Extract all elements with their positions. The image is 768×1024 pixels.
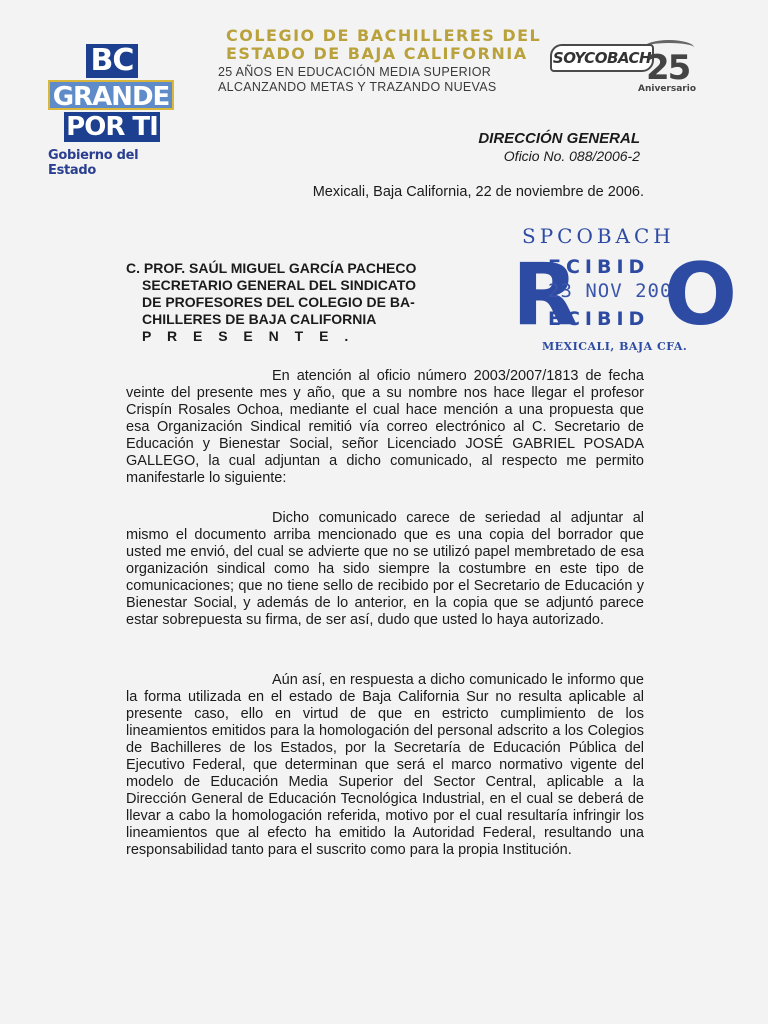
addressee-block: [126, 260, 416, 345]
paragraph-text: Dicho comunicado carece de seriedad al adjuntar al mismo el documento arriba mencionado que es una copia del borrador que usted me envió, del cual se advierte que no se utilizó papel membretado de esa organización sindical como ha sido siempre la costumbre en este tipo de comunicaciones; que no tiene sello de recibido por el Secretario de Educación y Bienestar Social, y además de lo anterior, en la copia que se adjuntó parece estar sobrepuesta su firma, de ser así, dudo que usted lo haya autorizado.: [126, 510, 644, 628]
institution-slogan-line2: ALCANZANDO METAS Y TRAZANDO NUEVAS: [218, 80, 497, 94]
presente-line: P R E S E N T E .: [142, 328, 355, 344]
gobierno-del-estado-label: Gobierno del Estado: [48, 148, 139, 178]
institution-title-line1: COLEGIO DE BACHILLERES DEL: [226, 26, 542, 45]
bc-grande-por-ti-logo: [46, 42, 186, 178]
addressee-line: DE PROFESORES DEL COLEGIO DE BA-: [142, 294, 415, 310]
logo-grande-text: GRANDE: [48, 80, 174, 110]
institution-title-line2: ESTADO DE BAJA CALIFORNIA: [226, 44, 528, 63]
stamp-big-r: R: [512, 245, 579, 345]
received-stamp: [512, 222, 738, 362]
stamp-org: SPCOBACH: [522, 224, 675, 248]
stamp-city: MEXICALI, BAJA CFA.: [542, 340, 688, 353]
stamp-recibido-bottom: ECIBID: [548, 308, 650, 330]
addressee-line: C. PROF. SAÚL MIGUEL GARCÍA PACHECO: [126, 260, 417, 276]
date-line: Mexicali, Baja California, 22 de noviembre de 2006.: [312, 184, 644, 200]
paragraph-text: En atención al oficio número 2003/2007/1813 de fecha veinte del presente mes y año, que a su nombre nos hace llegar el profesor Crispín Rosales Ochoa, mediante el cual hace mención a una propuesta que esa Organización Sindical remitió vía correo electrónico al C. Secretario de Educación y Bienestar Social, señor Licenciado JOSÉ GABRIEL POSADA GALLEGO, la cual adjuntan a dicho comunicado, al respecto me permito manifestarle lo siguiente:: [126, 368, 644, 486]
institution-slogan-line1: 25 AÑOS EN EDUCACIÓN MEDIA SUPERIOR: [218, 65, 492, 79]
anniversary-number: 25: [646, 48, 690, 88]
soycobach-anniversary-logo: [548, 38, 696, 100]
direction-title: DIRECCIÓN GENERAL: [478, 130, 640, 147]
body-paragraph: [126, 368, 644, 487]
logo-bc-text: BC: [86, 44, 138, 78]
stamp-big-o: O: [664, 245, 738, 345]
oficio-number: Oficio No. 088/2006-2: [503, 148, 640, 164]
soycobach-text: SOYCOBACH: [550, 44, 654, 72]
body-paragraph: [126, 672, 644, 859]
addressee-line: SECRETARIO GENERAL DEL SINDICATO: [142, 277, 417, 293]
anniversary-label: Aniversario: [638, 84, 697, 94]
addressee-line: CHILLERES DE BAJA CALIFORNIA: [142, 311, 377, 327]
stamp-recibido-top: ECIBID: [548, 256, 650, 278]
body-paragraph: [126, 510, 644, 629]
paragraph-text: Aún así, en respuesta a dicho comunicado le informo que la forma utilizada en el estado de Baja California Sur no resulta aplicable al presente caso, ello en virtud de que en estricto cumplimiento de los lineamientos emitidos para la homologación del personal adscrito a los Colegios de Bachilleres de los Estados, por la Secretaría de Educación Pública del Ejecutivo Federal, que determinan que será el marco normativo vigente del modelo de Educación Media Superior del Sector Central, aplicable a la Dirección General de Educación Tecnológica Industrial, en el cual se deberá de llevar a cabo la homologación referida, motivo por el cual resultaría infringir los lineamientos que al efecto ha emitido la Autoridad Federal, resultando una responsabilidad tanto para el suscrito como para la propia Institución.: [126, 672, 644, 858]
logo-porti-text: POR TI: [64, 112, 160, 142]
stamp-date: 23 NOV 2006: [548, 280, 685, 302]
